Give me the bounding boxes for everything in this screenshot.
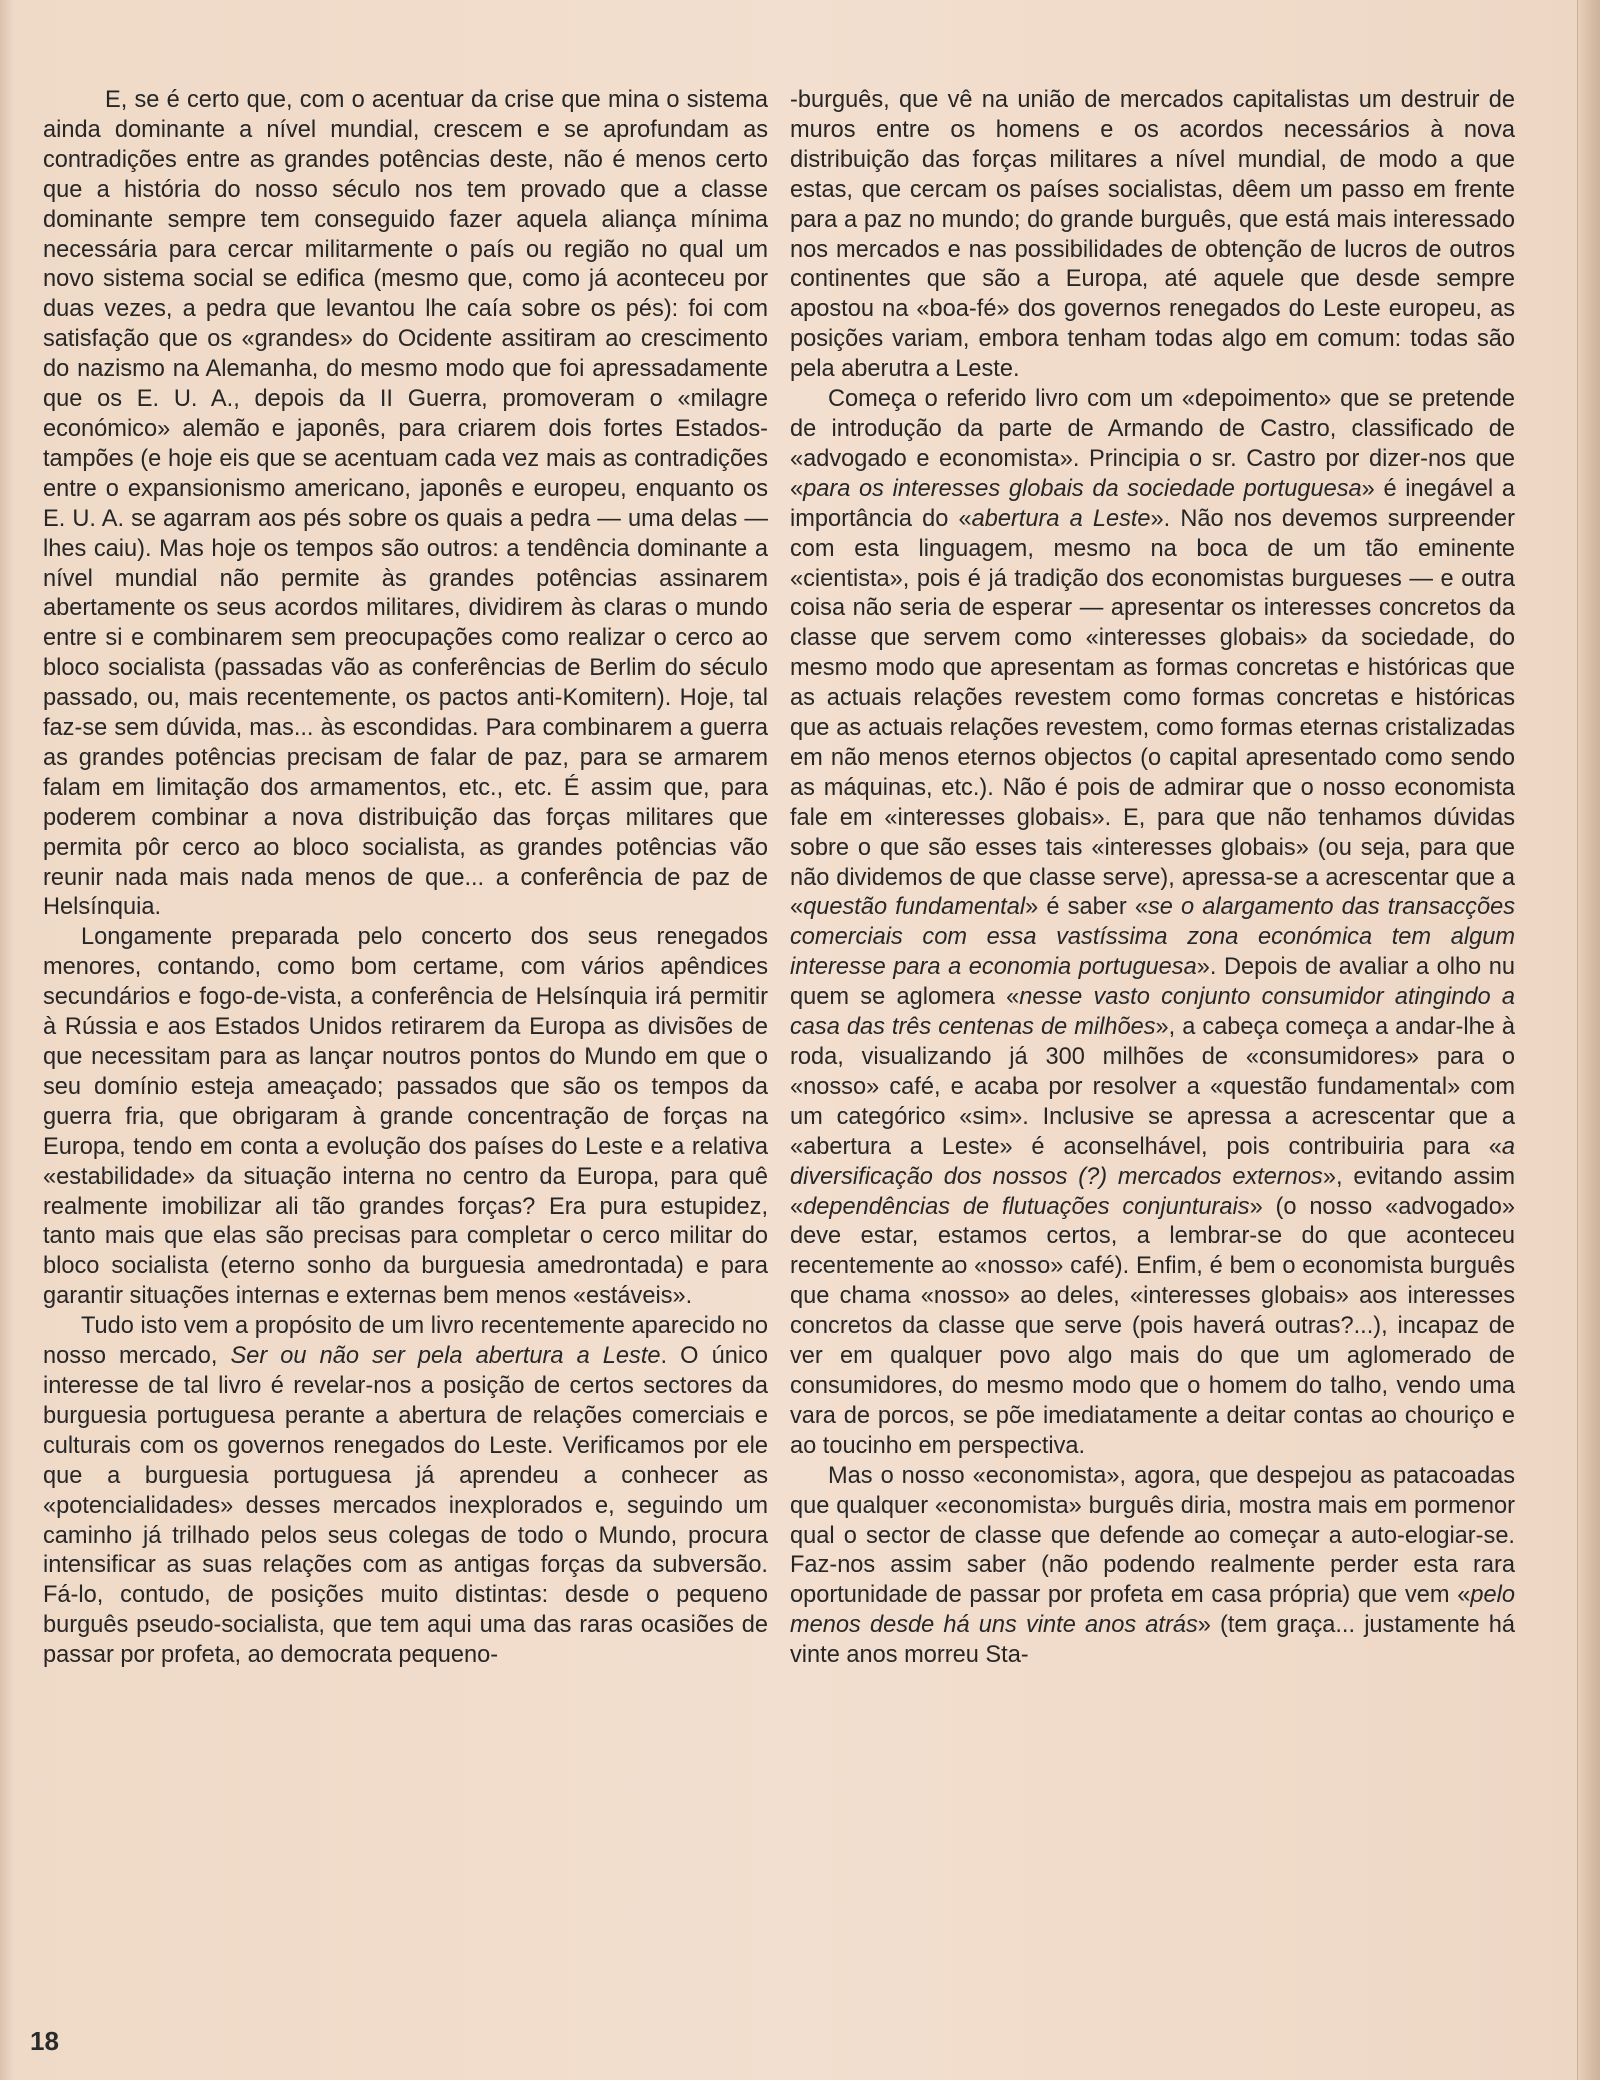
paragraph-text: » (o nosso «advogado» deve estar, estamos certos, a lembrar-se do que aconteceu recentemente ao «nosso» café). Enfim, é bem o economista burguês que chama «nosso» ao deles, «interesses globais» aos interesses concretos da classe que serve (pois haverá outras?...), incapaz de ver em qualquer povo algo mais do que um aglomerado de consumidores, do mesmo modo que o homem do talho, vendo uma vara de porcos, se põe imediatamente a deitar contas ao chouriço e ao toucinho em perspectiva. [790, 1193, 1515, 1459]
paragraph-text: ». Não nos devemos surpreender com esta linguagem, mesmo na boca de um tão eminente «cientista», pois é já tradição dos economistas burgueses — e outra coisa não seria de esperar — apresentar os interesses concretos da classe que servem como «interesses globais» da sociedade, do mesmo modo que apresentam as formas concretas e históricas que as actuais relações revestem como formas concretas e históricas que as actuais relações revestem, como formas eternas cristalizadas em não menos eternos objectos (o capital apresentado como sendo as máquinas, etc.). Não é pois de admirar que o nosso economista fale em «interesses globais». E, para que não tenhamos dúvidas sobre o que são esses tais «interesses globais» (ou seja, para que não dividemos de que classe serve), apressa-se a acrescentar que a « [790, 505, 1515, 921]
paragraph-text: Começa o referido livro com um «depoimento» que se pretende de introdução da parte de Armando de Castro, classificado de «advogado e economista». Principia o sr. Castro por dizer-nos que « [790, 386, 1515, 502]
paragraph-text: Tudo isto vem a propósito de um livro recentemente aparecido no nosso mercado, [43, 1313, 768, 1370]
paragraph-text: Longamente preparada pelo concerto dos seus renegados menores, contando, como bom certame, com vários apêndices secundários e fogo-de-vista, a conferência de Helsínquia irá permitir à Rússia e aos Estados Unidos retirarem da Europa as divisões de que necessitam para as lançar noutros pontos do Mundo em que o seu domínio esteja ameaçado; passados que são os tempos da guerra fria, que obrigaram à grande concentração de forças na Europa, tendo em conta a evolução dos países do Leste e a relativa «estabilidade» da situação interna no centro da Europa, para quê realmente imobilizar ali tão grandes forças? Era pura estupidez, tanto mais que elas são precisas para completar o cerco militar do bloco socialista (eterno sonho da burguesia amedrontada) e para garantir situações internas e externas bem menos «estáveis». [43, 924, 768, 1310]
page-number: 18 [30, 2026, 59, 2056]
quote-italic: dependências de flutuações conjunturais [803, 1193, 1250, 1220]
paragraph-bourgeois [790, 86, 1515, 385]
paragraph-text: », evitando assim « [790, 1163, 1515, 1220]
paragraph-text: -burguês, que vê na união de mercados capitalistas um destruir de muros entre os homens e os acordos necessários à nova distribuição das forças militares a nível mundial, de modo a que estas, que cercam os países socialistas, dêem um passo em frente para a paz no mundo; do grande burguês, que está mais interessado nos mercados e nas possibilidades de obtenção de lucros de outros continentes que são a Europa, até aquele que desde sempre apostou na «boa-fé» dos governos renegados do Leste europeu, as posições variam, embora tenham todas algo em comum: todas são pela aberutra a Leste. [790, 87, 1515, 383]
paragraph-testimony [790, 385, 1515, 1462]
quote-italic: questão fundamental [803, 894, 1026, 921]
quote-italic: nesse vasto conjunto consumidor atingindo a casa das três centenas de milhões [790, 984, 1515, 1041]
paragraph-economist [790, 1462, 1515, 1671]
left-column [43, 86, 768, 1671]
quote-italic: para os interesses globais da sociedade portuguesa [803, 475, 1362, 502]
paragraph-crisis [43, 86, 768, 923]
quote-italic: se o alargamento das transacções comerciais com essa vastíssima zona económica tem algum interesse para a economia portuguesa [790, 894, 1516, 981]
quote-italic: abertura a Leste [971, 505, 1151, 532]
paragraph-book [43, 1312, 768, 1671]
paragraph-text: E, se é certo que, com o acentuar da crise que mina o sistema ainda dominante a nível mundial, crescem e se aprofundam as contradições entre as grandes potências deste, não é menos certo que a história do nosso século nos tem provado que a classe dominante sempre tem conseguido fazer aquela aliança mínima necessária para cercar militarmente o país ou região no qual um novo sistema social se edifica (mesmo que, como já aconteceu por duas vezes, a pedra que levantou lhe caía sobre os pés): foi com satisfação que os «grandes» do Ocidente assitiram ao crescimento do nazismo na Alemanha, do mesmo modo que foi apressadamente que os E. U. A., depois da II Guerra, promoveram o «milagre económico» alemão e japonês, para criarem dois fortes Estados-tampões (e hoje eis que se acentuam cada vez mais as contradições entre o expansionismo americano, japonês e europeu, enquanto os E. U. A. se agarram aos pés sobre os quais a pedra — uma delas — lhes caiu). Mas hoje os tempos são outros: a tendência dominante a nível mundial não permite às grandes potências assinarem abertamente os seus acordos militares, dividirem às claras o mundo entre si e combinarem sem preocupações como realizar o cerco ao bloco socialista (passadas vão as conferências de Berlim do século passado, ou, mais recentemente, os pactos anti-Komitern). Hoje, tal faz-se sem dúvida, mas... às escondidas. Para combinarem a guerra as grandes potências precisam de falar de paz, para se armarem falam em limitação dos armamentos, etc., etc. É assim que, para poderem combinar a nova distribuição das forças militares que permita pôr cerco ao bloco socialista, as grandes potências vão reunir nada mais nada menos de que... a conferência de paz de Helsínquia. [43, 87, 768, 921]
paragraph-helsinki [43, 923, 768, 1312]
quote-italic: pelo menos desde há uns vinte anos atrás [790, 1582, 1515, 1639]
paragraph-text: » é inegável a importância do « [790, 475, 1515, 532]
paragraph-text: . O único interesse de tal livro é revelar-nos a posição de certos sectores da burguesia portuguesa perante a abertura de relações comerciais e culturais com os governos renegados do Leste. Verificamos por ele que a burguesia portuguesa já aprendeu a conhecer as «potencialidades» desses mercados inexplorados e, seguindo um caminho já trilhado pelos seus colegas de todo o Mundo, procura intensificar as suas relações com as antigas forças da subversão. Fá-lo, contudo, de posições muito distintas: desde o pequeno burguês pseudo-socialista, que tem aqui uma das raras ocasiões de passar por profeta, ao democrata pequeno- [43, 1343, 768, 1669]
quote-italic: a diversificação dos nossos (?) mercados externos [790, 1133, 1515, 1190]
paragraph-text: » (tem graça... justamente há vinte anos morreu Sta- [790, 1612, 1515, 1669]
paragraph-text: », a cabeça começa a andar-lhe à roda, visualizando já 300 milhões de «consumidores» para o «nosso» café, e acaba por resolver a «questão fundamental» com um categórico «sim». Inclusive se apressa a acrescentar que a «abertura a Leste» é aconselhável, pois contribuiria para « [790, 1014, 1515, 1160]
binding-shadow [0, 0, 14, 2080]
paragraph-text: ». Depois de avaliar a olho nu quem se aglomera « [790, 954, 1515, 1011]
paragraph-text: Mas o nosso «economista», agora, que despejou as patacoadas que qualquer «economista» burguês diria, mostra mais em pormenor qual o sector de classe que defende ao começar a auto-elogiar-se. Faz-nos assim saber (não podendo realmente perder esta rara oportunidade de passar por profeta em casa própria) que vem « [790, 1462, 1515, 1609]
book-title: Ser ou não ser pela abertura a Leste [230, 1343, 661, 1370]
paragraph-text: » é saber « [1025, 894, 1148, 921]
page-edge [1577, 0, 1600, 2080]
right-column [790, 86, 1515, 1671]
